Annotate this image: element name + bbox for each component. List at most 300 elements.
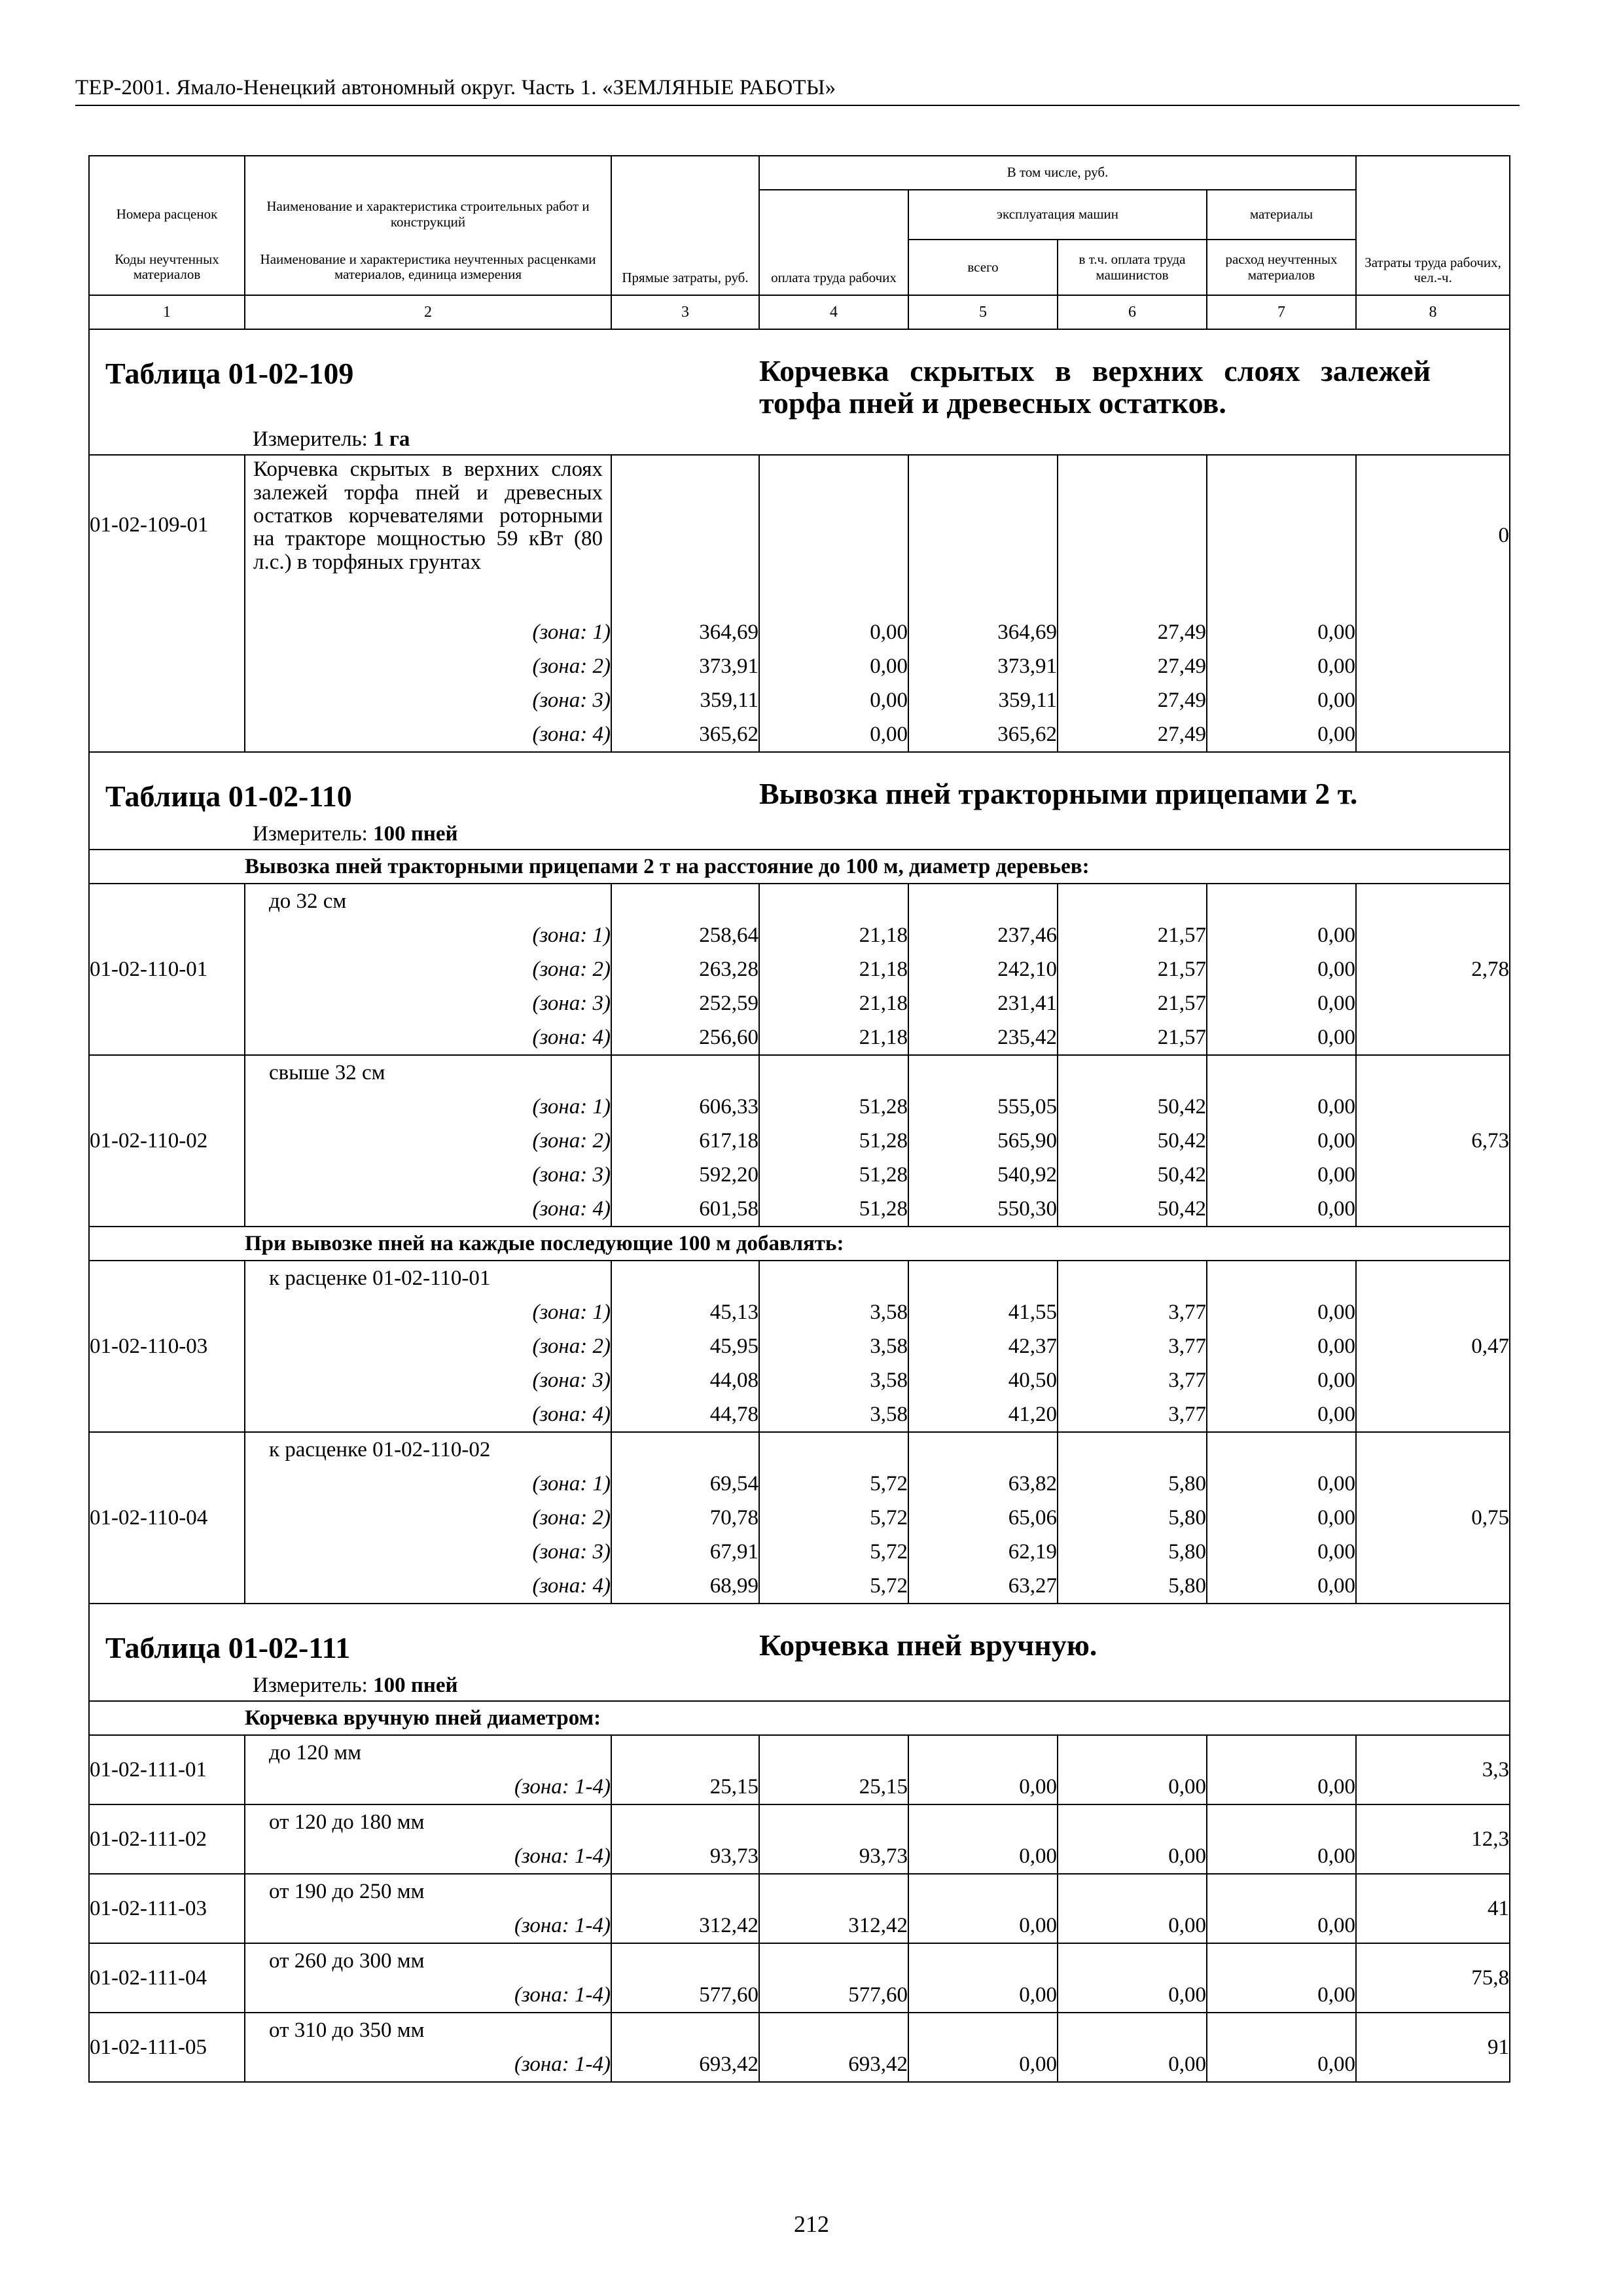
value-c6: 27,49 (1058, 683, 1207, 717)
zone-row (89, 1090, 1510, 1124)
price-table (88, 155, 1510, 2083)
value-c4: 5,72 (759, 1467, 908, 1501)
measure-cell (245, 419, 1510, 455)
empty-cell (1207, 455, 1356, 615)
value-c4: 25,15 (759, 1770, 908, 1804)
rate-code: 01-02-109-01 (89, 455, 245, 752)
zone-label: (зона: 4) (245, 1020, 611, 1055)
zone-row (89, 1020, 1510, 1055)
value-c7: 0,00 (1207, 1770, 1356, 1804)
value-c3: 252,59 (611, 986, 759, 1020)
value-c7: 0,00 (1207, 717, 1356, 752)
table-title-row (89, 752, 1510, 814)
zone-label: (зона: 2) (245, 952, 611, 986)
zone-row (89, 1124, 1510, 1158)
value-c4: 0,00 (759, 683, 908, 717)
empty-cell (759, 1943, 908, 1978)
zone-label: (зона: 1) (245, 918, 611, 952)
labor-cost: 12,3 (1356, 1804, 1510, 1874)
value-c6: 5,80 (1058, 1501, 1207, 1535)
labor-cost: 0 (1356, 455, 1510, 752)
value-c7: 0,00 (1207, 2047, 1356, 2082)
value-c6: 50,42 (1058, 1124, 1207, 1158)
zone-row (89, 1909, 1510, 1943)
empty-cell (908, 1261, 1058, 1295)
zone-row (89, 1192, 1510, 1227)
value-c5: 40,50 (908, 1363, 1058, 1397)
zone-label: (зона: 1) (245, 1467, 611, 1501)
empty-cell (759, 1432, 908, 1467)
zone-label: (зона: 2) (245, 1501, 611, 1535)
value-c3: 258,64 (611, 918, 759, 952)
value-c4: 312,42 (759, 1909, 908, 1943)
empty-cell (611, 1874, 759, 1909)
value-c4: 577,60 (759, 1978, 908, 2013)
value-c6: 3,77 (1058, 1295, 1207, 1329)
zone-label: (зона: 2) (245, 649, 611, 683)
value-c3: 312,42 (611, 1909, 759, 1943)
table-name: Корчевка скрытых в верхних слоях залежей торфа пней и древесных остатков. (759, 329, 1510, 419)
value-c7: 0,00 (1207, 918, 1356, 952)
table-number: Таблица 01-02-109 (89, 329, 759, 419)
labor-cost: 91 (1356, 2013, 1510, 2082)
measure-spacer (89, 419, 245, 455)
table-row (89, 884, 1510, 918)
zone-label: (зона: 4) (245, 1569, 611, 1604)
value-c6: 0,00 (1058, 1770, 1207, 1804)
value-c6: 50,42 (1058, 1158, 1207, 1192)
empty-cell (1207, 2013, 1356, 2047)
table-row (89, 1735, 1510, 1770)
zone-row (89, 918, 1510, 952)
zone-label: (зона: 4) (245, 1397, 611, 1432)
empty-cell (759, 1735, 908, 1770)
value-c5: 373,91 (908, 649, 1058, 683)
measure-label: Измеритель: (253, 822, 368, 846)
rate-name: до 120 мм (245, 1735, 611, 1770)
value-c3: 693,42 (611, 2047, 759, 2082)
column-number-1: 1 (89, 295, 245, 329)
value-c6: 50,42 (1058, 1090, 1207, 1124)
zone-label: (зона: 3) (245, 986, 611, 1020)
rate-name: свыше 32 см (245, 1055, 611, 1090)
value-c5: 231,41 (908, 986, 1058, 1020)
hdr-col2-top-cell (245, 156, 611, 240)
empty-cell (1207, 1735, 1356, 1770)
hdr-col8: Затраты труда рабочих, чел.-ч. (1356, 156, 1510, 295)
hdr-col2-top: Наименование и характеристика строительных работ и конструкций (266, 198, 590, 230)
column-number-2: 2 (245, 295, 611, 329)
hdr-including: В том числе, руб. (759, 156, 1356, 190)
empty-cell (759, 1261, 908, 1295)
subheading-spacer (89, 850, 245, 884)
value-c4: 0,00 (759, 717, 908, 752)
labor-cost: 3,3 (1356, 1735, 1510, 1804)
zone-row (89, 1467, 1510, 1501)
empty-cell (759, 1804, 908, 1839)
value-c5: 0,00 (908, 1839, 1058, 1874)
empty-cell (1058, 1735, 1207, 1770)
value-c6: 27,49 (1058, 717, 1207, 752)
value-c5: 41,55 (908, 1295, 1058, 1329)
empty-cell (908, 2013, 1058, 2047)
rate-code: 01-02-111-03 (89, 1874, 245, 1943)
value-c4: 21,18 (759, 986, 908, 1020)
table-row (89, 1055, 1510, 1090)
zone-label: (зона: 3) (245, 1535, 611, 1569)
zone-row (89, 1770, 1510, 1804)
zone-label: (зона: 4) (245, 717, 611, 752)
zone-label: (зона: 1-4) (245, 1839, 611, 1874)
value-c6: 3,77 (1058, 1329, 1207, 1363)
value-c3: 25,15 (611, 1770, 759, 1804)
value-c5: 0,00 (908, 2047, 1058, 2082)
empty-cell (759, 2013, 908, 2047)
value-c5: 237,46 (908, 918, 1058, 952)
zone-row (89, 1569, 1510, 1604)
hdr-col2-bottom: Наименование и характеристика неучтенных расценками материалов, единица измерения (245, 240, 611, 295)
value-c7: 0,00 (1207, 952, 1356, 986)
value-c7: 0,00 (1207, 615, 1356, 649)
hdr-machines: эксплуатация машин (908, 190, 1207, 240)
empty-cell (908, 1055, 1058, 1090)
empty-cell (1058, 1432, 1207, 1467)
value-c7: 0,00 (1207, 1467, 1356, 1501)
running-header: ТЕР-2001. Ямало-Ненецкий автономный округ. Часть 1. «ЗЕМЛЯНЫЕ РАБОТЫ» (75, 76, 836, 99)
rate-code: 01-02-111-01 (89, 1735, 245, 1804)
empty-cell (1058, 1261, 1207, 1295)
zone-label: (зона: 1) (245, 1295, 611, 1329)
value-c3: 70,78 (611, 1501, 759, 1535)
empty-cell (908, 1735, 1058, 1770)
empty-cell (1058, 455, 1207, 615)
table-row (89, 1261, 1510, 1295)
value-c4: 5,72 (759, 1569, 908, 1604)
measure-value: 100 пней (373, 822, 458, 846)
value-c7: 0,00 (1207, 649, 1356, 683)
zone-row (89, 1329, 1510, 1363)
labor-cost: 0,47 (1356, 1261, 1510, 1432)
value-c6: 0,00 (1058, 1909, 1207, 1943)
table-row (89, 1943, 1510, 1978)
value-c7: 0,00 (1207, 1839, 1356, 1874)
measure-spacer (89, 814, 245, 850)
empty-cell (908, 1804, 1058, 1839)
value-c5: 242,10 (908, 952, 1058, 986)
rate-name: к расценке 01-02-110-01 (245, 1261, 611, 1295)
empty-cell (611, 1432, 759, 1467)
value-c3: 68,99 (611, 1569, 759, 1604)
value-c6: 3,77 (1058, 1363, 1207, 1397)
subheading: При вывозке пней на каждые последующие 100 м добавлять: (245, 1227, 1510, 1261)
empty-cell (908, 455, 1058, 615)
zone-row (89, 683, 1510, 717)
hdr-col1-top: Номера расценок (116, 206, 218, 222)
value-c4: 21,18 (759, 1020, 908, 1055)
value-c5: 65,06 (908, 1501, 1058, 1535)
value-c4: 21,18 (759, 918, 908, 952)
rate-code: 01-02-110-03 (89, 1261, 245, 1432)
value-c4: 51,28 (759, 1192, 908, 1227)
empty-cell (1207, 1804, 1356, 1839)
value-c3: 44,08 (611, 1363, 759, 1397)
value-c5: 359,11 (908, 683, 1058, 717)
value-c6: 0,00 (1058, 2047, 1207, 2082)
empty-cell (611, 1735, 759, 1770)
zone-label: (зона: 1-4) (245, 1978, 611, 2013)
subheading-row (89, 1227, 1510, 1261)
value-c4: 21,18 (759, 952, 908, 986)
zone-row (89, 649, 1510, 683)
measure-label: Измеритель: (253, 1674, 368, 1698)
empty-cell (611, 1261, 759, 1295)
labor-cost: 0,75 (1356, 1432, 1510, 1604)
labor-cost: 6,73 (1356, 1055, 1510, 1227)
value-c5: 63,27 (908, 1569, 1058, 1604)
value-c5: 41,20 (908, 1397, 1058, 1432)
empty-cell (1207, 1432, 1356, 1467)
column-number-6: 6 (1058, 295, 1207, 329)
value-c6: 0,00 (1058, 1839, 1207, 1874)
measure-spacer (89, 1665, 245, 1701)
table-body (89, 156, 1510, 2082)
value-c5: 555,05 (908, 1090, 1058, 1124)
value-c3: 592,20 (611, 1158, 759, 1192)
hdr-col1-bottom: Коды неучтенных материалов (89, 240, 245, 295)
empty-cell (908, 884, 1058, 918)
value-c4: 3,58 (759, 1397, 908, 1432)
value-c7: 0,00 (1207, 1192, 1356, 1227)
zone-row (89, 1397, 1510, 1432)
measure-value: 1 га (373, 427, 410, 452)
empty-cell (1058, 1055, 1207, 1090)
value-c7: 0,00 (1207, 1978, 1356, 2013)
zone-row (89, 1501, 1510, 1535)
value-c7: 0,00 (1207, 1569, 1356, 1604)
rate-code: 01-02-110-01 (89, 884, 245, 1055)
labor-cost: 75,8 (1356, 1943, 1510, 2013)
zone-row (89, 1158, 1510, 1192)
rate-code: 01-02-110-04 (89, 1432, 245, 1604)
value-c5: 0,00 (908, 1978, 1058, 2013)
value-c7: 0,00 (1207, 1535, 1356, 1569)
value-c7: 0,00 (1207, 1363, 1356, 1397)
table-title-row (89, 329, 1510, 419)
rate-name: от 310 до 350 мм (245, 2013, 611, 2047)
rate-name: к расценке 01-02-110-02 (245, 1432, 611, 1467)
subheading: Корчевка вручную пней диаметром: (245, 1701, 1510, 1735)
value-c7: 0,00 (1207, 1090, 1356, 1124)
value-c3: 577,60 (611, 1978, 759, 2013)
empty-cell (1207, 1261, 1356, 1295)
value-c7: 0,00 (1207, 1501, 1356, 1535)
table-name: Вывозка пней тракторными прицепами 2 т. (759, 752, 1510, 814)
empty-cell (1058, 1943, 1207, 1978)
subheading-row (89, 1701, 1510, 1735)
column-number-7: 7 (1207, 295, 1356, 329)
value-c3: 606,33 (611, 1090, 759, 1124)
empty-cell (1058, 1804, 1207, 1839)
value-c5: 62,19 (908, 1535, 1058, 1569)
zone-label: (зона: 3) (245, 1363, 611, 1397)
table-row (89, 1432, 1510, 1467)
zone-label: (зона: 2) (245, 1329, 611, 1363)
value-c4: 51,28 (759, 1124, 908, 1158)
column-number-5: 5 (908, 295, 1058, 329)
empty-cell (759, 1055, 908, 1090)
value-c7: 0,00 (1207, 683, 1356, 717)
hdr-col7: расход неучтенных материалов (1207, 240, 1356, 295)
value-c7: 0,00 (1207, 1020, 1356, 1055)
value-c3: 365,62 (611, 717, 759, 752)
empty-cell (1058, 1874, 1207, 1909)
value-c5: 365,62 (908, 717, 1058, 752)
labor-cost: 2,78 (1356, 884, 1510, 1055)
empty-cell (1207, 1943, 1356, 1978)
value-c5: 0,00 (908, 1770, 1058, 1804)
value-c7: 0,00 (1207, 1329, 1356, 1363)
zone-label: (зона: 3) (245, 1158, 611, 1192)
value-c6: 0,00 (1058, 1978, 1207, 2013)
value-c4: 93,73 (759, 1839, 908, 1874)
value-c6: 27,49 (1058, 615, 1207, 649)
hdr-materials: материалы (1207, 190, 1356, 240)
value-c3: 373,91 (611, 649, 759, 683)
measure-cell (245, 1665, 1510, 1701)
zone-label: (зона: 1-4) (245, 2047, 611, 2082)
value-c4: 5,72 (759, 1501, 908, 1535)
zone-row (89, 1535, 1510, 1569)
rate-name: от 120 до 180 мм (245, 1804, 611, 1839)
zone-label: (зона: 2) (245, 1124, 611, 1158)
value-c3: 256,60 (611, 1020, 759, 1055)
value-c4: 0,00 (759, 615, 908, 649)
value-c3: 617,18 (611, 1124, 759, 1158)
value-c7: 0,00 (1207, 1909, 1356, 1943)
table-row (89, 1804, 1510, 1839)
zone-label: (зона: 1) (245, 615, 611, 649)
value-c4: 0,00 (759, 649, 908, 683)
header-rule (75, 105, 1520, 106)
subheading-spacer (89, 1227, 245, 1261)
empty-cell (611, 1943, 759, 1978)
value-c3: 364,69 (611, 615, 759, 649)
value-c5: 63,82 (908, 1467, 1058, 1501)
empty-cell (1058, 2013, 1207, 2047)
value-c3: 45,95 (611, 1329, 759, 1363)
zone-row (89, 952, 1510, 986)
value-c7: 0,00 (1207, 1124, 1356, 1158)
value-c5: 540,92 (908, 1158, 1058, 1192)
rate-code: 01-02-111-02 (89, 1804, 245, 1874)
value-c5: 0,00 (908, 1909, 1058, 1943)
table-number: Таблица 01-02-110 (89, 752, 759, 814)
value-c4: 51,28 (759, 1158, 908, 1192)
value-c7: 0,00 (1207, 1158, 1356, 1192)
measure-label: Измеритель: (253, 427, 368, 452)
value-c6: 3,77 (1058, 1397, 1207, 1432)
value-c7: 0,00 (1207, 1295, 1356, 1329)
value-c3: 44,78 (611, 1397, 759, 1432)
zone-label: (зона: 1-4) (245, 1770, 611, 1804)
empty-cell (611, 455, 759, 615)
value-c4: 3,58 (759, 1329, 908, 1363)
value-c4: 51,28 (759, 1090, 908, 1124)
rate-code: 01-02-110-02 (89, 1055, 245, 1227)
value-c3: 601,58 (611, 1192, 759, 1227)
value-c5: 235,42 (908, 1020, 1058, 1055)
empty-cell (908, 1874, 1058, 1909)
table-title-row (89, 1604, 1510, 1665)
measure-row (89, 814, 1510, 850)
zone-label: (зона: 3) (245, 683, 611, 717)
column-number-3: 3 (611, 295, 759, 329)
zone-row (89, 1295, 1510, 1329)
value-c5: 42,37 (908, 1329, 1058, 1363)
value-c3: 263,28 (611, 952, 759, 986)
empty-cell (611, 1804, 759, 1839)
measure-value: 100 пней (373, 1674, 458, 1698)
empty-cell (1207, 1055, 1356, 1090)
value-c6: 5,80 (1058, 1535, 1207, 1569)
value-c6: 21,57 (1058, 918, 1207, 952)
value-c6: 21,57 (1058, 952, 1207, 986)
zone-row (89, 615, 1510, 649)
value-c7: 0,00 (1207, 986, 1356, 1020)
empty-cell (908, 1943, 1058, 1978)
zone-row (89, 2047, 1510, 2082)
column-numbers (89, 295, 1510, 329)
subheading-spacer (89, 1701, 245, 1735)
value-c6: 5,80 (1058, 1467, 1207, 1501)
empty-cell (759, 455, 908, 615)
value-c3: 93,73 (611, 1839, 759, 1874)
empty-cell (1058, 884, 1207, 918)
value-c6: 21,57 (1058, 986, 1207, 1020)
value-c6: 27,49 (1058, 649, 1207, 683)
table-row (89, 455, 1510, 615)
value-c7: 0,00 (1207, 1397, 1356, 1432)
hdr-col4: оплата труда рабочих (759, 190, 908, 295)
value-c6: 5,80 (1058, 1569, 1207, 1604)
empty-cell (759, 1874, 908, 1909)
empty-cell (611, 2013, 759, 2047)
value-c3: 359,11 (611, 683, 759, 717)
hdr-col5: всего (908, 240, 1058, 295)
value-c6: 21,57 (1058, 1020, 1207, 1055)
zone-label: (зона: 4) (245, 1192, 611, 1227)
empty-cell (611, 1055, 759, 1090)
empty-cell (908, 1432, 1058, 1467)
measure-cell (245, 814, 1510, 850)
zone-row (89, 986, 1510, 1020)
value-c4: 5,72 (759, 1535, 908, 1569)
rate-name: от 260 до 300 мм (245, 1943, 611, 1978)
rate-code: 01-02-111-04 (89, 1943, 245, 2013)
empty-cell (1207, 884, 1356, 918)
column-number-4: 4 (759, 295, 908, 329)
zone-row (89, 717, 1510, 752)
rate-description: Корчевка скрытых в верхних слоях залежей торфа пней и древесных остатков корчевателями роторными на тракторе мощностью 59 кВт (80 л.с.) в торфяных грунтах (245, 455, 611, 615)
hdr-col3: Прямые затраты, руб. (611, 156, 759, 295)
value-c4: 3,58 (759, 1295, 908, 1329)
value-c4: 3,58 (759, 1363, 908, 1397)
table-row (89, 2013, 1510, 2047)
zone-label: (зона: 1-4) (245, 1909, 611, 1943)
subheading-row (89, 850, 1510, 884)
value-c3: 67,91 (611, 1535, 759, 1569)
value-c6: 50,42 (1058, 1192, 1207, 1227)
